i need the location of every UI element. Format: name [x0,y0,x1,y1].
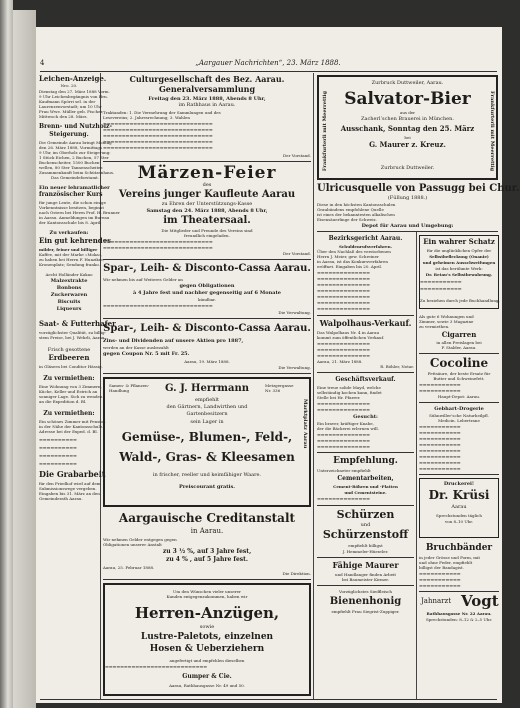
kaffee-title: Ein gut kehrendes [39,236,112,245]
kakao-item-3: Bonbons [56,285,82,291]
herren-firm: Gumper & Cie. [182,673,232,680]
herren-ad: Um den Wünschen vieler unserer Kunden entgegenzukommen, haben wir Herren-Anzügen, sowie Lustre-Paletots, einzelnen Hosen & Ueberziehern angefertigt und empfehlen dieselben ▬▬▬▬▬▬▬▬▬▬▬▬▬▬▬▬▬▬▬▬▬▬▬▬▬▬▬ Gumper & Cie. Aarau, Rathhausgasse Nr. 49 und 50. [103,583,311,696]
page-number: 4 [40,59,45,67]
rule-maerzen [103,259,311,260]
kakao-item-2: Malzextrakte [50,278,88,284]
schuerzen-title-2: Schürzenstoff [322,528,409,541]
bruchband-line-1: in jeder Grösse und Form, mit [419,555,480,560]
rule-cigarren [419,353,499,354]
maerzen-line-2: Samstag den 24. März 1888, Abends 8 Uhr, [146,208,268,214]
spar2-line-3: gegen Coupon Nr. 5 mit Fr. 25. [103,351,190,357]
credit-line-5: Aarau, 25. Februar 1888. [103,565,155,570]
bezirk-line-3: Herrn J. Meier, gew. Schreiner [317,254,379,259]
kaffee-kicker: Zu verkaufen: [49,230,89,236]
holz-line-7: Zusammenkunft beim Schützenhaus. [39,170,115,175]
salvator-line-3: Ausschank, Sonntag den 25. März [340,124,475,133]
vogt-kicker: Jahnarzt [421,597,452,605]
sechs-line-2: Zimmer, sowie 3 Magazine [419,319,474,324]
maerzen-line-4: freundlich eingeladen. [184,233,230,238]
herren-line-2: Kunden entgegenzukommen, haben wir [166,594,248,599]
culture-subtitle: Generalversammlung [158,84,256,94]
spar1-line-2: gegen Obligationen [179,283,235,289]
credit-line-3: zu 3 ½ %, auf 3 Jahre fest, [162,548,252,555]
running-title: „Aargauer Nachrichten“, 23. März 1888. [195,59,341,67]
herrmann-big-1: Gemüse-, Blumen-, Feld-, [121,430,293,444]
kurs-title: Ein neuer lehramatlicher [39,185,110,191]
maerzen-des: des [202,182,212,188]
bruchband-line-3: billigst der Bandagist. [419,565,464,570]
gebhart-line-2: Medicin. Lebertrane [438,418,480,423]
salvator-ad [317,75,498,180]
rule-gebhart [419,474,499,475]
maerzen-title: Märzen-Feier [137,163,277,183]
maerzen-venue: im Theatersaal. [163,215,251,226]
herrmann-side: Marktplatz Aarau [302,399,308,449]
salvator-top: Zurbruck Duttweiler, Aarau. [371,80,444,86]
spar2-line-1: Zins- und Dividenden auf unsere Aktien pro 1887, [103,338,244,344]
herrmann-ad [103,377,311,507]
kaffee-line-4: Kronenplatz; Sendung franko. [39,262,101,267]
schuerzen-title: Schürzen [336,508,395,521]
empfehlung-title: Empfehlung. [333,456,398,466]
schuerzen-und: und [360,522,371,528]
credit-line-4: zu 4 % , auf 5 Jahre fest. [165,556,249,563]
cocoline-line-3: Haupt-Depot: Aarau. [437,394,481,399]
kakao-item-1: Aecht Holländer Kakao [45,272,93,277]
leichen-line-4: Laurenzenvorstadt; um 10 Uhr [39,104,102,109]
gesucht-title: Gesucht: [353,414,378,420]
book-binding [0,0,13,708]
header-rule [40,71,497,72]
kurs-line-2: Vorkenntnisse besitzen, beginnt [39,205,104,210]
spar2-title: Spar-, Leih- & Disconto-Cassa Aarau. [103,323,311,334]
rule-empfehlung [317,505,414,506]
kurs-line-1: für junge Leute, die schon einige [39,200,106,205]
leichen-title: Leichen-Anzeige. [39,74,107,83]
gebhart-line-1: Sühnwiller’sche Naturheilpfl. [429,413,489,418]
holz-signature: Das Gemeindeforstamt. [51,175,99,180]
kurs-line-4: in Aarau. Anmeldungen im Bureau [39,215,110,220]
culture-line-3: Traktanden: 1. Die Vermehrung der Sammlungen und des [103,110,221,115]
herrmann-name: G. J. Herrmann [164,383,249,394]
grabarbeit-line-4: Gemeinderath Aarau. [39,496,83,501]
spar1-line-1: Wir nehmen bis auf Weiteres Gelder an [103,277,183,282]
sechs-line-3: zu vermiethen. [419,324,450,329]
bezirk-line-2: Über den Nachlaß des verstorbenen [317,249,391,254]
vermiethen-1-title: Zu vermiethen: [43,375,95,382]
honig-line-2: empfiehlt Frau Siegrist-Zuppiger. [331,609,400,614]
wahrer-line-1: für die unglücklichen Opfer der [426,248,492,253]
credit-signature: Die Direktion. [282,571,311,576]
passugg-line-2: Graubündens empfohlene Quelle [317,207,384,212]
kurs-title-2: französischer Kurs [39,191,103,198]
culture-line-1: Freitag den 23. März 1888, Abends 8 Uhr, [148,96,266,102]
rule-spar1 [103,318,311,319]
passugg-line-5: Depot für Aarau und Umgebung: [361,223,454,229]
passugg-line-3: ist eines der bekanntesten alkalischen [317,212,395,217]
salvator-title: Salvator-Bier [344,89,471,109]
bezirk-line-5: eröffnet. Eingaben bis 20. April. [317,264,383,269]
passugg-line-1: Diese in den höchsten Kantonsschulen [317,202,396,207]
empfehlung-line-4: und Cementsteine. [344,490,387,495]
gebhart-title: Gebhart-Drogerie [434,406,484,412]
column-rule-3 [416,232,417,699]
kaffee-line-2: Kaffee, mit der Marke «Moka», [39,252,103,257]
herrmann-line-1: empfiehlt [194,397,220,403]
herrmann-left-1: Samen- & Pflanzen- [109,383,150,388]
wahrer-line-5: Dr. Retau’s Selbstbewahrung. [425,272,493,277]
herrmann-right-1: Metzgergasse [265,383,294,388]
kruesi-ad [419,478,499,538]
walpol-line-1: Das Walpolhaus Nr. 4 in Aarau [317,330,380,335]
maerzen-signature: Der Vorstand. [282,251,311,256]
newspaper-page [36,27,520,703]
vermiethen-1-line-3: sonniger Lage. Sich zu wenden [39,394,103,399]
leichen-line-1: Dienstag den 27. März 1888 Vorm. [39,89,110,94]
holz-line-3: 9 Uhr, im Oberholz zur Steigerung: [39,150,111,155]
walpol-line-2: kommt zum öffentlichen Verkauf. [317,335,385,340]
maurer-line-2: bei Baumeister Kirmer. [341,577,390,582]
credit-subtitle: in Aarau. [190,527,224,535]
column-rule-2 [313,73,314,699]
cigarren-line-1: in allen Preislagen bei [436,340,482,345]
credit-line-1: Wir nehmen Gelder entgegen gegen [103,537,177,542]
herrmann-line-3: Gartenbesitzern [186,411,228,417]
schuerzen-line-1: empfiehlt billigst [348,543,383,548]
culture-signature: Der Vorstand. [282,153,311,158]
erdbeeren-title: Erdbeeren [48,353,90,362]
page-edge [13,10,36,708]
column-4: Ein wahrer Schatz für die unglücklichen Opfer der Selbstbefleckung (Onanie) und geheimen Ausschweifungen ist das berühmte Werk: Dr. Retau’s Selbstbewahrung. ▬▬▬▬▬▬▬▬▬▬▬ ▬▬▬▬▬▬▬▬▬▬▬ Zu beziehen durch jede Buchhandlung. Als gute 6 Wohnungen und Zimmer, sowie 3 Magazine zu vermiethen. Cigarren in allen Preislagen bei F. Stalder, Aarau. Cocoline Fettsäure, der beste Ersatz für Butter und Schweinefett. ▬▬▬▬▬▬▬▬▬▬▬ ▬▬▬▬▬▬▬▬▬▬▬ Haupt-Depot: Aarau. Gebhart-Drogerie Sühnwiller’sche Naturheilpfl. Medicin. Lebertrane ▬▬▬▬▬▬▬▬▬▬▬ ▬▬▬▬▬▬▬▬▬▬▬ ▬▬▬▬▬▬▬▬▬▬▬ ▬▬▬▬▬▬▬▬▬▬▬ ▬▬▬▬▬▬▬▬▬▬▬ ▬▬▬▬▬▬▬▬▬▬▬ ▬▬▬▬▬▬▬▬▬▬▬ ▬▬▬▬▬▬▬▬▬▬▬ Druckerei! Dr. Krüsi Aarau Sprechstunden täglich von 8–10 Uhr. Bruchbänder in jeder Grösse und Form, mit und ohne Feder, empfiehlt billigst der Bandagist. ▬▬▬▬▬▬▬▬▬▬▬ ▬▬▬▬▬▬▬▬▬▬▬ ▬▬▬▬▬▬▬▬▬▬▬ Jahnarzt Vogt Rathhausgasse Nr. 22 Aarau. Sprechstunden: 8–12 & 2–5 Uhr. [419,237,500,622]
bezirk-line-4: in Aarau, ist das Konkursverfahren [317,259,388,264]
vermiethen-1-line-1: Eine Wohnung von 3 Zimmern, [39,384,102,389]
gesucht-line-2: der die Bäckerei erlernen will. [317,426,379,431]
schuerzen-line-2: J. Hemmeler-Hürzeler. [342,549,389,554]
gesucht-line-1: Ein braver, kräftiger Knabe, [317,421,374,426]
culture-line-4: Lesevereins; 2. Jahresrechnung; 3. Wahlen [103,115,190,120]
passugg-line-4: Eisensäuerlinge der Schweiz. [317,217,377,222]
maurer-line-1: und Handlanger finden Arbeit [335,572,396,577]
vermiethen-2-line-3: Adresse bei der Exped. d. Bl. [39,429,98,434]
cigarren-title: Cigarren [441,330,477,339]
bruchband-title: Bruchbänder [425,543,493,553]
herren-line-5: Hosen & Ueberziehern [149,644,265,654]
kaffee-line-3: zu haben bei Herrn F. Hunziker, [39,257,104,262]
leichen-line-6: Mittwoch den 28. März. [39,114,88,119]
holz-line-1: Die Gemeinde Aarau bringt Montag [39,140,112,145]
hafer-line-1: vorzüglichster Qualität, zu billig- [39,330,106,335]
rule-maurer [317,585,414,586]
kurs-line-5: der Kantonsschule bis 8. April. [39,220,102,225]
vermiethen-2-line-1: Ein schönes Zimmer mit Pension [39,419,106,424]
honig-title: Bienenhonig [329,596,402,607]
column-1: Leichen-Anzeige. Nro. 20. Dienstag den 27. März 1888 Vorm. 9 Uhr Leichenbegängnis von Hrn. Kaufmann Spörri sel. in der Laurenzenvorstadt; um 10 Uhr Frau Wwe. Müller geb. Fischer, Mittwoch den 28. März. Brenn- und Nutzholz- Steigerung. Die Gemeinde Aarau bringt Montag den 26. März 1888, Vormittags 9 Uhr, im Oberholz zur Steigerung: 1 Stück Eichen, 2 Buchen, 57 Ster Buchenscheiter, 1500 Buchen- wellen, 80 Ster Tannenscheiter. Zusammenkunft beim Schützenhaus. Das Gemeindeforstamt. Ein neuer lehramatlicher französischer Kurs für junge Leute, die schon einige Vorkenntnisse besitzen, beginnt nach Ostern bei Herrn Prof. H. Brunner in Aarau. Anmeldungen im Bureau der Kantonsschule bis 8. April. Zu verkaufen: Ein gut kehrendes milder, feiner und billiger Kaffee, mit der Marke «Moka», zu haben bei Herrn F. Hunziker, Kronenplatz; Sendung franko. Aecht Holländer Kakao Malzextrakte Bonbons Zuckerwaren Biscuits Liqueurs Saat- & Futterhafer vorzüglichster Qualität, zu billig- stem Preise, bei J. Wehrli, Aarau. Frisch gesottene Erdbeeren in Gläsern bei Conditor Hässig. Zu vermiethen: Eine Wohnung von 3 Zimmern, Küche, Keller und Estrich an sonniger Lage. Sich zu wenden an die Expedition d. Bl. Zu vermiethen: Ein schönes Zimmer mit Pension in der Nähe der Kantonsschule. Adresse bei der Exped. d. Bl. ▬▬▬▬▬▬▬▬▬▬ ▬▬▬▬▬▬▬▬▬▬ ▬▬▬▬▬▬▬▬▬▬ ▬▬▬▬▬▬▬▬▬▬ Die Grabarbeit für den Friedhof wird auf dem Submissionswege vergeben. Eingaben bis 31. März an den Gemeinderath Aarau. [39,74,120,501]
rule-walpol [317,372,414,373]
tausch-title: Geschäftsverkauf. [335,376,396,383]
salvator-line-4: bei [404,135,411,140]
empfehlung-line-1: Unterzeichneter empfiehlt [317,468,371,473]
kurs-line-3: nach Ostern bei Herrn Prof. H. Brunner [39,210,120,215]
empfehlung-line-2: Cementarbeiten, [337,475,394,482]
herrmann-right-2: Nr. 336 [265,388,281,393]
wahrer-line-4: ist das berühmte Werk: [435,266,483,271]
bezirk-title: Bezirksgericht Aarau. [328,235,403,242]
herrmann-line-6: Preiscourant gratis. [179,484,235,490]
rule-credit [103,579,311,580]
rule-passugg [317,231,498,232]
maerzen-verein: Vereins junger Kaufleute Aarau [118,189,296,200]
spar1-signature: Die Verwaltung. [278,310,311,315]
credit-line-2: Obligationen unserer Anstalt [103,542,162,547]
spar1-line-3: à 4 Jahre fest und nachher gegenseitig auf 6 Monate [132,290,281,296]
herrmann-big-2: Wald-, Gras- & Kleesamen [119,450,295,464]
credit-title: Aargauische Creditanstalt [118,511,296,525]
vogt-title: Vogt [461,592,499,610]
vogt-line-1: Rathhausgasse Nr. 22 Aarau. [426,611,492,616]
maerzen-line-3: Die Mitglieder und Freunde des Vereins sind [161,228,253,233]
vermiethen-2-title: Zu vermiethen: [43,410,95,417]
vermiethen-1-line-2: Küche, Keller und Estrich an [39,389,98,394]
column-3: Bezirksgericht Aarau. Schuldenrufsverfahren. Über den Nachlaß des verstorbenen Herrn J. Meier, gew. Schreiner in Aarau, ist das Konkursverfahren eröffnet. Eingaben bis 20. April. ▬▬▬▬▬▬▬▬▬▬▬▬▬▬ ▬▬▬▬▬▬▬▬▬▬▬▬▬▬ ▬▬▬▬▬▬▬▬▬▬▬▬▬▬ ▬▬▬▬▬▬▬▬▬▬▬▬▬▬ ▬▬▬▬▬▬▬▬▬▬▬▬▬▬ ▬▬▬▬▬▬▬▬▬▬▬▬▬▬ ▬▬▬▬▬▬▬▬▬▬▬▬▬▬ Walpolhaus-Verkauf. Das Walpolhaus Nr. 4 in Aarau kommt zum öffentlichen Verkauf. ▬▬▬▬▬▬▬▬▬▬▬▬▬▬ ▬▬▬▬▬▬▬▬▬▬▬▬▬▬ ▬▬▬▬▬▬▬▬▬▬▬▬▬▬ Aarau, 21. März 1888. R. Böhler, Notar. Geschäftsverkauf. Eine treue solide Mayd, welche selbständig kochen kann, findet Stelle bei Hr. Pfarrer. ▬▬▬▬▬▬▬▬▬▬▬▬▬▬ ▬▬▬▬▬▬▬▬▬▬▬▬▬▬ Gesucht: Ein braver, kräftiger Knabe, der die Bäckerei erlernen will. ▬▬▬▬▬▬▬▬▬▬▬▬▬▬ ▬▬▬▬▬▬▬▬▬▬▬▬▬▬ ▬▬▬▬▬▬▬▬▬▬▬▬▬▬ Empfehlung. Unterzeichneter empfiehlt Cementarbeiten, Cement-Röhren und -Platten und Cementsteine. ▬▬▬▬▬▬▬▬▬▬▬▬▬▬ Schürzen und Schürzenstoff empfiehlt billigst J. Hemmeler-Hürzeler. Fähige Maurer und Handlanger finden Arbeit bei Baumeister Kirmer. Vorzüglichstes Siedfleisch Bienenhonig empfiehlt Frau Siegrist-Zuppiger. [317,235,414,614]
spar2-line-2: werden an der Kasse ausbezahlt [103,345,169,350]
herrmann-line-4: sein Lager in [190,419,224,425]
spar1-line-4: kündbar. [198,297,216,302]
holz-line-6: wellen, 80 Ster Tannenscheiter. [39,165,104,170]
walpol-title: Walpolhaus-Verkauf. [319,318,412,328]
culture-line-2: im Rathhaus in Aarau. [178,102,236,108]
cocoline-line-2: Butter und Schweinefett. [433,376,485,381]
kakao-item-6: Liqueurs [56,306,82,312]
rule-schuerzen [317,557,414,558]
kruesi-top: Druckerei! [443,481,475,487]
grabarbeit-title: Die Grabarbeit [39,469,106,479]
holz-title: Brenn- und Nutzholz- [39,123,112,130]
salvator-side-right: Frankfurterli mit Meerrettig [489,91,495,172]
wahrer-line-6: Zu beziehen durch jede Buchhandlung. [420,298,500,303]
salvator-line-5: G. Maurer z. Kreuz. [369,140,446,149]
grabarbeit-line-3: Eingaben bis 31. März an den [39,491,100,496]
kruesi-line-2: Sprechstunden täglich [436,513,482,518]
rule-culture [103,161,311,162]
column-2: Culturgesellschaft des Bez. Aarau. Generalversammlung Freitag den 23. März 1888, Abends 8 Uhr, im Rathhaus in Aarau. Traktanden: 1. Die Vermehrung der Sammlungen und des Lesevereins; 2. Jahresrechnung; 3. Wahlen ▬▬▬▬▬▬▬▬▬▬▬▬▬▬▬▬▬▬▬▬▬▬▬▬▬▬▬▬▬ ▬▬▬▬▬▬▬▬▬▬▬▬▬▬▬▬▬▬▬▬▬▬▬▬▬▬▬▬▬ ▬▬▬▬▬▬▬▬▬▬▬▬▬▬▬▬▬▬▬▬▬▬▬▬▬▬▬▬▬ ▬▬▬▬▬▬▬▬▬▬▬▬▬▬▬▬▬▬▬▬▬▬▬▬▬▬▬▬▬ ▬▬▬▬▬▬▬▬▬▬▬▬▬▬▬▬▬▬▬▬▬▬▬▬▬▬▬▬▬ Der Vorstand. Märzen-Feier des Vereins junger Kaufleute Aarau zu Ehren der Unterstützungs-Kasse Samstag den 24. März 1888, Abends 8 Uhr, im Theatersaal. Die Mitglieder und Freunde des Vereins sind freundlich eingeladen. ▬▬▬▬▬▬▬▬▬▬▬▬▬▬▬▬▬▬▬▬▬▬▬▬▬▬▬▬▬ ▬▬▬▬▬▬▬▬▬▬▬▬▬▬▬▬▬▬▬▬▬▬▬▬▬▬▬▬▬ Der Vorstand. Spar-, Leih- & Disconto-Cassa Aarau. Wir nehmen bis auf Weiteres Gelder an gegen Obligationen à 4 Jahre fest und nachher gegenseitig auf 6 Monate kündbar. ▬▬▬▬▬▬▬▬▬▬▬▬▬▬▬▬▬▬▬▬▬▬▬▬▬▬▬▬▬ Die Verwaltung. Spar-, Leih- & Disconto-Cassa Aarau. Zins- und Dividenden auf unsere Aktien pro 1887, werden an der Kasse ausbezahlt gegen Coupon Nr. 5 mit Fr. 25. Aarau, 19. März 1888. Die Verwaltung. Samen- & Pflanzen- Handlung G. J. Herrmann Metzgergasse Nr. 336 empfiehlt den Gärtnern, Landwirthen und Gartenbesitzern sein Lager in Gemüse-, Blumen-, Feld-, Wald-, Gras- & Kleesamen in frischer, reeller und keimfähiger Waare. Preiscourant gratis. Marktplatz Aarau Aargauische Creditanstalt in Aarau. Wir nehmen Gelder entgegen gegen Obligationen unserer Anstalt zu 3 ½ %, auf 3 Jahre fest, zu 4 % , auf 5 Jahre fest. Aarau, 25. Februar 1888. Die Direktion. Um den Wünschen vieler unserer Kunden entgegenzukommen, haben wir Herren-Anzügen, sowie Lustre-Paletots, einzelnen Hosen & Ueberziehern angefertigt und empfehlen dieselben ▬▬▬▬▬▬▬▬▬▬▬▬▬▬▬▬▬▬▬▬▬▬▬▬▬▬▬ Gumper & Cie. Aarau, Rathhausgasse Nr. 49 und 50. [103,75,311,699]
kakao-item-5: Biscuits [57,299,81,305]
maurer-title: Fähige Maurer [332,560,399,570]
kaffee-line-1: milder, feiner und billiger [39,247,98,252]
holz-line-2: den 26. März 1888, Vormittags [39,145,103,150]
herren-line-6: angefertigt und empfehlen dieselben [169,658,245,663]
herren-big: Herren-Anzügen, [134,604,280,622]
salvator-line-2: Zacherl’schen Brauerei in München. [361,116,454,122]
walpol-line-3: Aarau, 21. März 1888. [317,359,363,364]
spar1-title: Spar-, Leih- & Disconto-Cassa Aarau. [103,263,311,274]
bezirk-line-1: Schuldenrufsverfahren. [338,244,393,249]
leichen-line-2: 9 Uhr Leichenbegängnis von Hrn. [39,94,108,99]
culture-title: Culturgesellschaft des Bez. Aarau. [129,74,285,84]
vermiethen-2-line-2: in der Nähe der Kantonsschule. [39,424,104,429]
wahrer-title: Ein wahrer Schatz [423,237,495,246]
wahrer-line-3: und geheimen Ausschweifungen [422,260,496,265]
wahrer-line-2: Selbstbefleckung (Onanie) [429,254,489,259]
hafer-line-2: stem Preise, bei J. Wehrli, Aarau. [39,335,106,340]
cocoline-title: Cocoline [429,356,489,370]
wahrer-ad: Ein wahrer Schatz für die unglücklichen Opfer der Selbstbefleckung (Onanie) und geheimen Ausschweifungen ist das berühmte Werk: Dr. Retau’s Selbstbewahrung. ▬▬▬▬▬▬▬▬▬▬▬ ▬▬▬▬▬▬▬▬▬▬▬ Zu beziehen durch jede Buchhandlung. [419,235,499,309]
leichen-number: Nro. 20. [60,83,78,88]
empfehlung-line-3: Cement-Röhren und -Platten [333,484,398,489]
holz-title-2: Steigerung. [49,131,89,138]
holz-line-5: Buchenscheiter, 1500 Buchen- [39,160,101,165]
hafer-title: Saat- & Futterhafer [39,319,116,328]
bruchband-line-2: und ohne Feder, empfiehlt [419,560,473,565]
kruesi-title: Dr. Krüsi [428,488,490,502]
grabarbeit-line-1: für den Friedhof wird auf dem [39,481,101,486]
vogt-line-2: Sprechstunden: 8–12 & 2–5 Uhr. [425,617,493,622]
erdbeeren-kicker: Frisch gesottene [47,347,91,353]
walpol-signature: R. Böhler, Notar. [380,364,414,369]
spar2-signature: Die Verwaltung. [278,365,311,370]
herren-address: Aarau, Rathhausgasse Nr. 49 und 50. [169,683,245,688]
honig-line-1: Vorzüglichstes Siedfleisch [339,589,392,594]
herrmann-line-2: den Gärtnern, Landwirthen und [166,404,248,410]
passugg-sub: (Füllung 1888.) [387,195,428,201]
maerzen-line-1: zu Ehren der Unterstützungs-Kasse [161,201,253,207]
tausch-line-3: Stelle bei Hr. Pfarrer. [317,395,361,400]
vermiethen-1-line-4: an die Expedition d. Bl. [39,399,87,404]
rule-tausch [317,452,414,453]
erdbeeren-line: in Gläsern bei Conditor Hässig. [39,364,103,369]
herren-line-4: Lustre-Paletots, einzelnen [140,632,274,642]
rule-cocoline [419,402,499,403]
herrmann-left-2: Handlung [109,388,130,393]
salvator-line-1: aus der [399,110,416,115]
spar2-line-4: Aarau, 19. März 1888. [184,359,230,364]
cocoline-line-1: Fettsäure, der beste Ersatz für [427,371,491,376]
cigarren-line-2: F. Stalder, Aarau. [441,345,477,350]
tausch-line-2: selbständig kochen kann, findet [317,390,382,395]
holz-line-4: 1 Stück Eichen, 2 Buchen, 57 Ster [39,155,109,160]
leichen-line-5: Frau Wwe. Müller geb. Fischer, [39,109,104,114]
kruesi-line-3: von 8–10 Uhr. [444,519,474,524]
herren-line-1: Um den Wünschen vieler unserer [173,589,241,594]
rule-bezirk [317,315,414,316]
footer-rule [40,699,497,700]
sechs-line-1: Als gute 6 Wohnungen und [419,314,474,319]
leichen-line-3: Kaufmann Spörri sel. in der [39,99,96,104]
herrmann-line-5: in frischer, reeller und keimfähiger Waare. [152,472,262,478]
tausch-line-1: Eine treue solide Mayd, welche [317,385,381,390]
herren-line-3: sowie [199,624,215,630]
grabarbeit-line-2: Submissionswege vergeben. [39,486,97,491]
kakao-item-4: Zuckerwaren [50,292,88,298]
salvator-side-left: Frankfurterli mit Meerrettig [322,91,328,172]
passugg-title: Ulricusquelle von Passugg bei Chur. [317,183,520,194]
salvator-bottom: Zurbruck Duttweiler. [380,165,435,171]
passugg-ad [317,183,520,233]
kruesi-line-1: Aarau [451,504,467,510]
rule-spar2 [103,373,311,374]
